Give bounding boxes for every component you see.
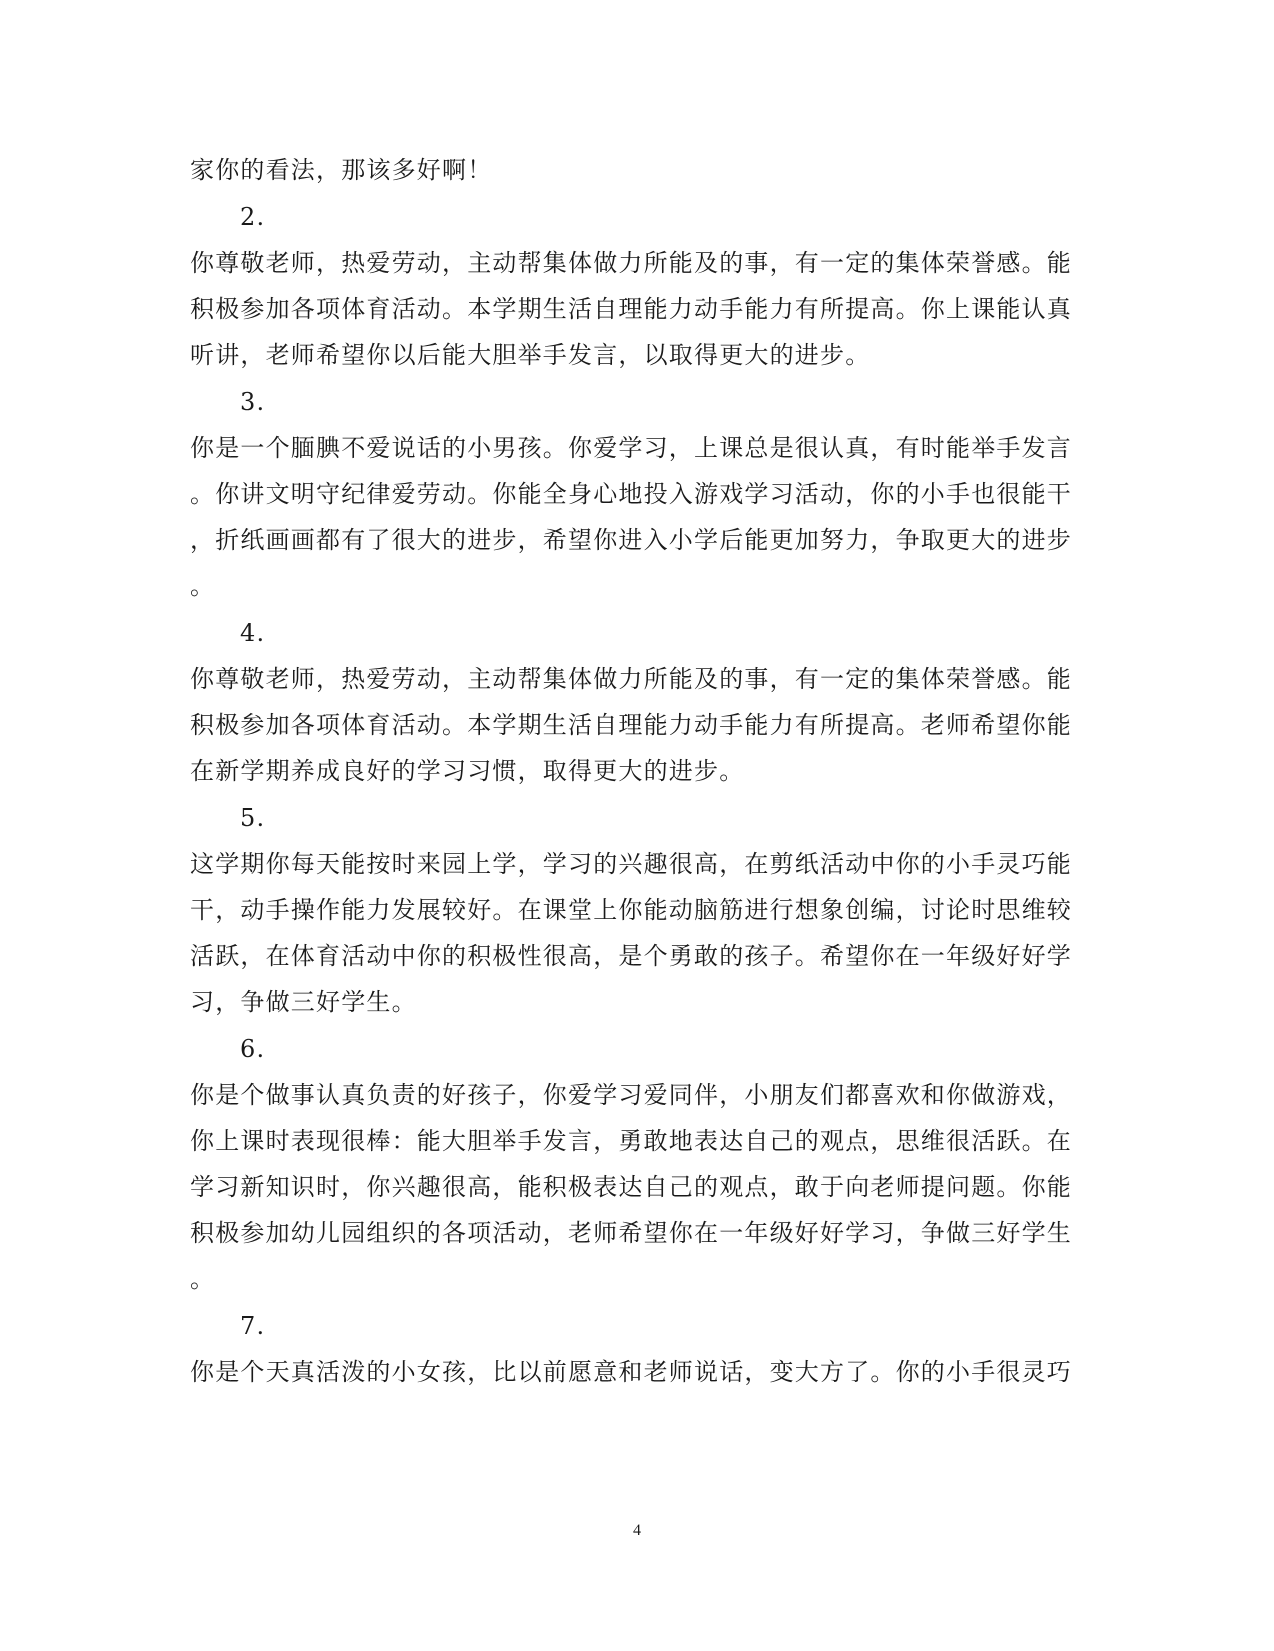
text-line: 你是个做事认真负责的好孩子，你爱学习爱同伴，小朋友们都喜欢和你做游戏， bbox=[190, 1081, 1072, 1109]
item-number: 7. bbox=[240, 1312, 266, 1340]
text-line: 活跃，在体育活动中你的积极性很高，是个勇敢的孩子。希望你在一年级好好学 bbox=[190, 942, 1072, 970]
text-line: 学习新知识时，你兴趣很高，能积极表达自己的观点，敢于向老师提问题。你能 bbox=[190, 1173, 1072, 1201]
text-line: 在新学期养成良好的学习习惯，取得更大的进步。 bbox=[190, 757, 745, 785]
item-number: 2. bbox=[240, 203, 266, 231]
text-line: 这学期你每天能按时来园上学，学习的兴趣很高，在剪纸活动中你的小手灵巧能 bbox=[190, 850, 1072, 878]
text-line: 积极参加各项体育活动。本学期生活自理能力动手能力有所提高。你上课能认真 bbox=[190, 295, 1072, 323]
item-number: 6. bbox=[240, 1035, 266, 1063]
text-line: 积极参加幼儿园组织的各项活动，老师希望你在一年级好好学习，争做三好学生 bbox=[190, 1219, 1072, 1247]
text-line: 。你讲文明守纪律爱劳动。你能全身心地投入游戏学习活动，你的小手也很能干 bbox=[190, 480, 1072, 508]
text-line: 你尊敬老师，热爱劳动，主动帮集体做力所能及的事，有一定的集体荣誉感。能 bbox=[190, 249, 1072, 277]
item-number: 3. bbox=[240, 388, 266, 416]
item-number: 4. bbox=[240, 619, 266, 647]
text-line: 。 bbox=[190, 572, 216, 600]
text-line: 听讲，老师希望你以后能大胆举手发言，以取得更大的进步。 bbox=[190, 341, 871, 369]
text-line: 。 bbox=[190, 1265, 216, 1293]
text-line: 你是一个腼腆不爱说话的小男孩。你爱学习，上课总是很认真，有时能举手发言 bbox=[190, 434, 1072, 462]
item-number: 5. bbox=[240, 804, 266, 832]
page-number: 4 bbox=[633, 1522, 641, 1539]
text-line: 你是个天真活泼的小女孩，比以前愿意和老师说话，变大方了。你的小手很灵巧 bbox=[190, 1358, 1072, 1386]
text-line: 你尊敬老师，热爱劳动，主动帮集体做力所能及的事，有一定的集体荣誉感。能 bbox=[190, 665, 1072, 693]
text-line: 你上课时表现很棒：能大胆举手发言，勇敢地表达自己的观点，思维很活跃。在 bbox=[190, 1127, 1072, 1155]
text-line: 积极参加各项体育活动。本学期生活自理能力动手能力有所提高。老师希望你能 bbox=[190, 711, 1072, 739]
text-line: ，折纸画画都有了很大的进步，希望你进入小学后能更加努力，争取更大的进步 bbox=[190, 526, 1072, 554]
text-line: 家你的看法，那该多好啊！ bbox=[190, 156, 493, 184]
text-line: 干，动手操作能力发展较好。在课堂上你能动脑筋进行想象创编，讨论时思维较 bbox=[190, 896, 1072, 924]
text-line: 习，争做三好学生。 bbox=[190, 988, 417, 1016]
